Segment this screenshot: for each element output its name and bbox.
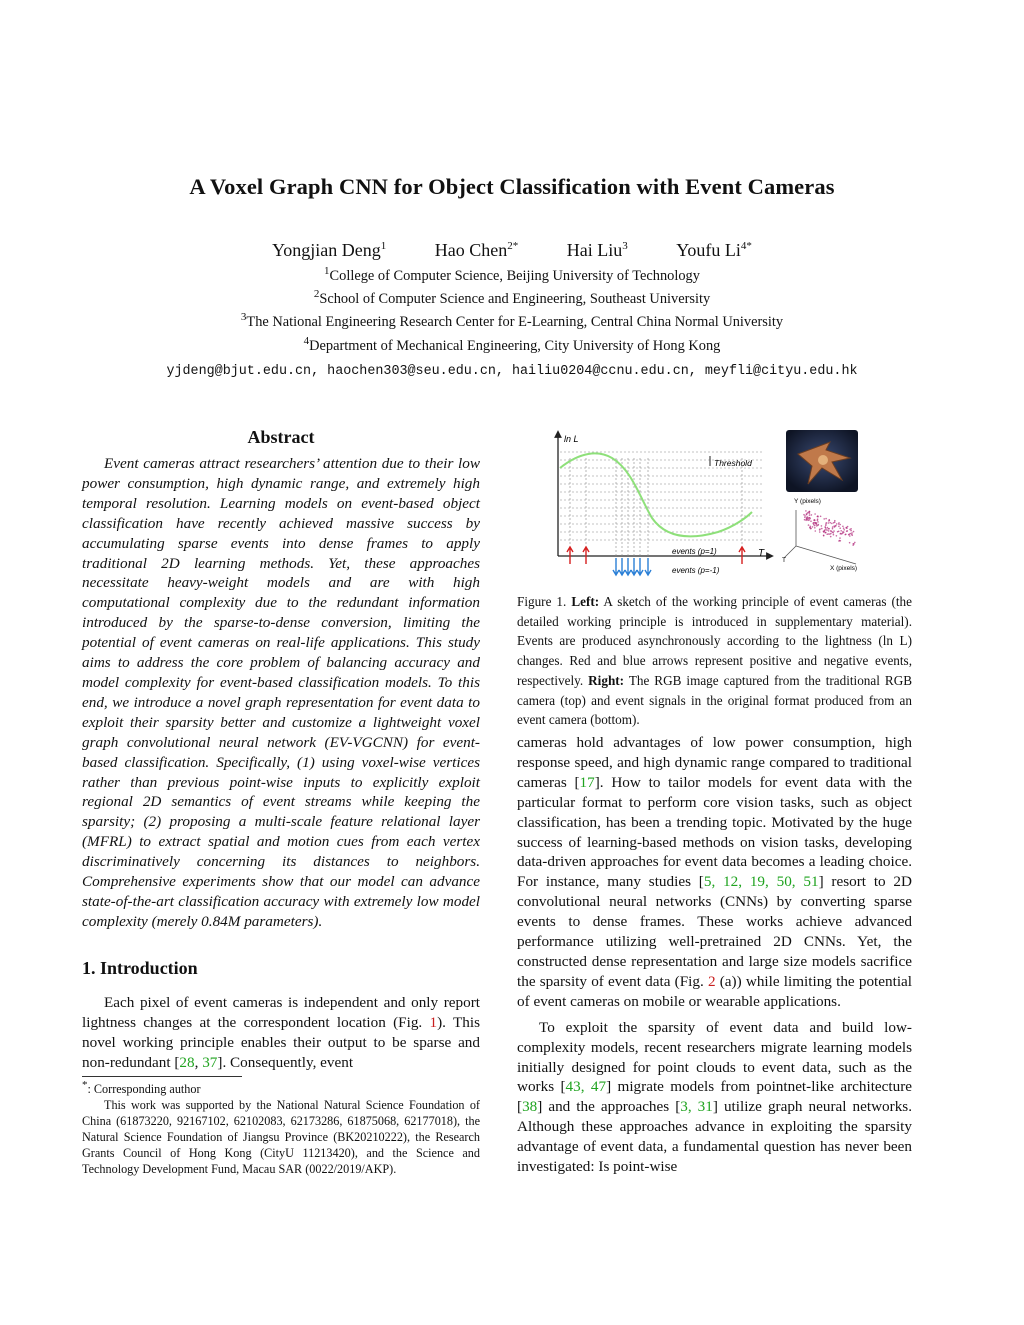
event-point [804,517,806,519]
event-point [836,535,838,537]
event-point [853,543,855,545]
event-point [828,528,830,530]
footnote: *: Corresponding author This work was supported by the National Natural Science Foundation of China (61873220, 92167102, 62102083, 62173286, 61875068, 62177018), the Natural Science Foundation of Jiangsu Province (BK20210222), the Research Grants Council of Hong Kong (CityU 11213420), and the Science and Technology Development Fund, Macau SAR (0022/2019/AKP). [82,1078,480,1176]
event-point [821,525,823,527]
event-point [847,526,849,528]
event-point [850,530,852,532]
author-emails: yjdeng@bjut.edu.cn, haochen303@seu.edu.cn, hailiu0204@ccnu.edu.cn, meyfli@cityu.edu.hk [166,364,858,379]
event-point [829,519,831,521]
event-point [807,516,809,518]
citation-link[interactable]: 43, 47 [565,1078,607,1096]
event-point [825,518,827,520]
event-point [827,527,829,529]
citation-link[interactable]: 3, 31 [680,1098,713,1116]
axis-y-label: ln L [564,434,579,444]
event-point [815,530,817,532]
event-point [843,531,845,533]
event-point [814,527,816,529]
event-point [849,542,851,544]
author: Hao Chen$^{2*}$ [434,240,519,260]
figure-caption: Figure 1. Left: A sketch of the working principle of event cameras (the detailed working principle is introduced in supplementary material). Events are produced asynchronously according to the lightness (ln L) changes. Red and blue arrows represent positive and negative events, respectively. Right: The RGB image captured from the traditional RGB camera (top) and event signals in the original format produced from an event camera (bottom). [517,594,913,728]
event-point [814,513,816,515]
author: Hai Liu$^3$ [566,240,628,260]
plot-y-label: Y (pixels) [794,498,821,505]
figure-link[interactable]: 2 [707,972,716,990]
negative-event-arrow [637,558,643,575]
citation-link[interactable]: 28 [179,1053,195,1071]
negative-event-arrow [613,558,619,575]
event-point [808,517,810,519]
section-heading: 1. Introduction [82,958,198,978]
event-point [833,530,835,532]
event-point [828,522,830,524]
negative-event-arrow [625,558,631,575]
event-point [829,522,831,524]
affiliation: $^2$School of Computer Science and Engineering, Southeast University [313,288,711,307]
event-point [839,527,841,529]
event-point [826,529,828,531]
event-point [824,526,826,528]
event-point [804,519,806,521]
event-point [831,523,833,525]
author-list [0,240,1024,261]
intro-paragraph: Each pixel of event cameras is independent and only report lightness changes at the correspondent location (Fig. 1). This novel working principle enables their output to be sparse and non-redundant [28, 37]. Consequently, event [82,994,480,1071]
event-point [849,529,851,531]
footnote-rule [82,1076,242,1077]
figure-link[interactable]: 1 [429,1013,438,1031]
event-point [817,520,819,522]
event-point [839,537,841,539]
event-point [849,535,851,537]
affiliation: $^3$The National Engineering Research Center for E-Learning, Central China Normal University [240,311,784,330]
negative-event-arrow [619,558,625,575]
abstract-heading: Abstract [247,427,315,447]
event-point [817,524,819,526]
neg-events-label: events (p=-1) [672,566,720,575]
affiliation: $^4$Department of Mechanical Engineering, City University of Hong Kong [303,335,721,354]
event-point [836,523,838,525]
event-point [809,514,811,516]
event-point [839,524,841,526]
event-point [843,527,845,529]
event-point [804,515,806,517]
event-point [825,524,827,526]
event-point [808,524,810,526]
citation-link[interactable]: 5, 12, 19, 50, 51 [703,873,819,891]
pos-events-label: events (p=1) [672,547,717,556]
event-point [842,526,844,528]
event-plot-axes [784,510,856,564]
event-point [817,516,819,518]
event-point [828,530,830,532]
event-point [843,529,845,531]
abstract-text: Event cameras attract researchers’ attention due to their low power consumption, high dynamic range, and extremely high temporal resolution. Learning models on event-based object classification have recently achieved massive success by accumulating sparse events into dense frames to apply traditional 2D learning methods. Yet, these approaches necessitate heavy-weight models and are with high computational complexity due to the redundant information introduced by the sparse-to-dense conversion, limiting the potential of event cameras on real-life applications. This study aims to address the core problem of balancing accuracy and model complexity for event-based classification models. To this end, we introduce a novel graph representation for event data to exploit their sparsity better and customize a lightweight voxel graph convolutional neural network (EV-VGCNN) for event-based classification. Specifically, (1) using voxel-wise vertices rather than previous point-wise inputs to explicitly exploit regional 2D semantics of event streams while keeping the sparsity; (2) proposing a multi-scale feature relational layer (MFRL) to extract spatial and motion cues from each vertex discriminatively concerning its distances to neighbors. Comprehensive experiments show that our model can advance state-of-the-art classification accuracy with extremely low model complexity (merely 0.84M parameters). [82,455,480,930]
event-point [832,528,834,530]
event-point [838,523,840,525]
event-point [809,527,811,529]
citation-link[interactable]: 38 [522,1098,538,1116]
event-point [812,526,814,528]
plot-x-label: X (pixels) [830,565,858,572]
event-point [823,535,825,537]
event-point-cloud [803,510,855,546]
event-point [808,519,810,521]
event-point [819,528,821,530]
event-point [823,531,825,533]
threshold-label: Threshold [714,458,752,468]
event-point [834,521,836,523]
author: Yongjian Deng$^1$ [272,240,387,260]
event-point [825,532,827,534]
paper-title: A Voxel Graph CNN for Object Classification with Event Cameras [189,174,835,199]
event-point [845,527,847,529]
event-point [816,524,818,526]
event-point [840,530,842,532]
event-point [854,542,856,544]
event-point [809,512,811,514]
event-point [832,526,834,528]
event-point [809,511,811,513]
event-point [823,518,825,520]
event-point [838,526,840,528]
event-point [853,531,855,533]
event-point [810,520,812,522]
event-point [840,533,842,535]
event-point [820,516,822,518]
intro-right-column: cameras hold advantages of low power consumption, high response speed, and high dynamic range compared to traditional cameras [17]. How to tailor models for event data with the particular format to perform core vision tasks, such as object classification, has been a trending topic. Motivated by the huge success of learning-based methods on vision tasks, developing data-driven approaches for event data becomes a leading choice. For instance, many studies [5, 12, 19, 50, 51] resort to 2D convolutional neural networks (CNNs) by converting sparse events to dense frames. These works achieve advanced performance utilizing well-pretrained 2D CNNs. Yet, the constructed dense representation and large size models sacrifice the sparsity of event data (Fig. 2 (a)) while limiting the potential of event cameras on mobile or wearable applications. To exploit the sparsity of event data and build low-complexity models, recent researchers migrate learning models initially designed for point clouds to event data, such as the works [43, 47] migrate models from pointnet-like architecture [38] and the approaches [3, 31] utilize graph neural networks. Although these approaches advance in exploiting the sparsity advantage of event data, a fundamental question has never been investigated: Is point-wise [517,734,913,1176]
event-point [834,520,836,522]
event-point [805,510,807,512]
event-point [850,533,852,535]
event-point [851,533,853,535]
affiliation: $^1$College of Computer Science, Beijing University of Technology [324,265,700,284]
event-guides [570,458,742,556]
event-point [830,530,832,532]
event-point [806,518,808,520]
event-point [814,522,816,524]
event-point [826,533,828,535]
event-point [814,520,816,522]
negative-event-arrow [631,558,637,575]
event-point [812,523,814,525]
event-point [821,528,823,530]
event-point [819,531,821,533]
event-point [834,526,836,528]
event-point [840,540,842,542]
event-point [806,514,808,516]
event-point [811,514,813,516]
negative-event-arrow [645,558,651,575]
event-point [830,533,832,535]
event-point [833,534,835,536]
citation-link[interactable]: 37 [202,1053,218,1071]
event-point [817,521,819,523]
axis-x-label: T [758,548,765,559]
event-point [830,536,832,538]
plot-t-label: T [782,557,786,564]
figure-1 [540,428,870,578]
event-point [803,514,805,516]
event-point [833,532,835,534]
event-point [845,534,847,536]
event-point [852,544,854,546]
citation-link[interactable]: 17 [579,773,595,791]
event-point [846,530,848,532]
author: Youfu $Li^{4*}$ [676,240,752,260]
event-point [838,531,840,533]
